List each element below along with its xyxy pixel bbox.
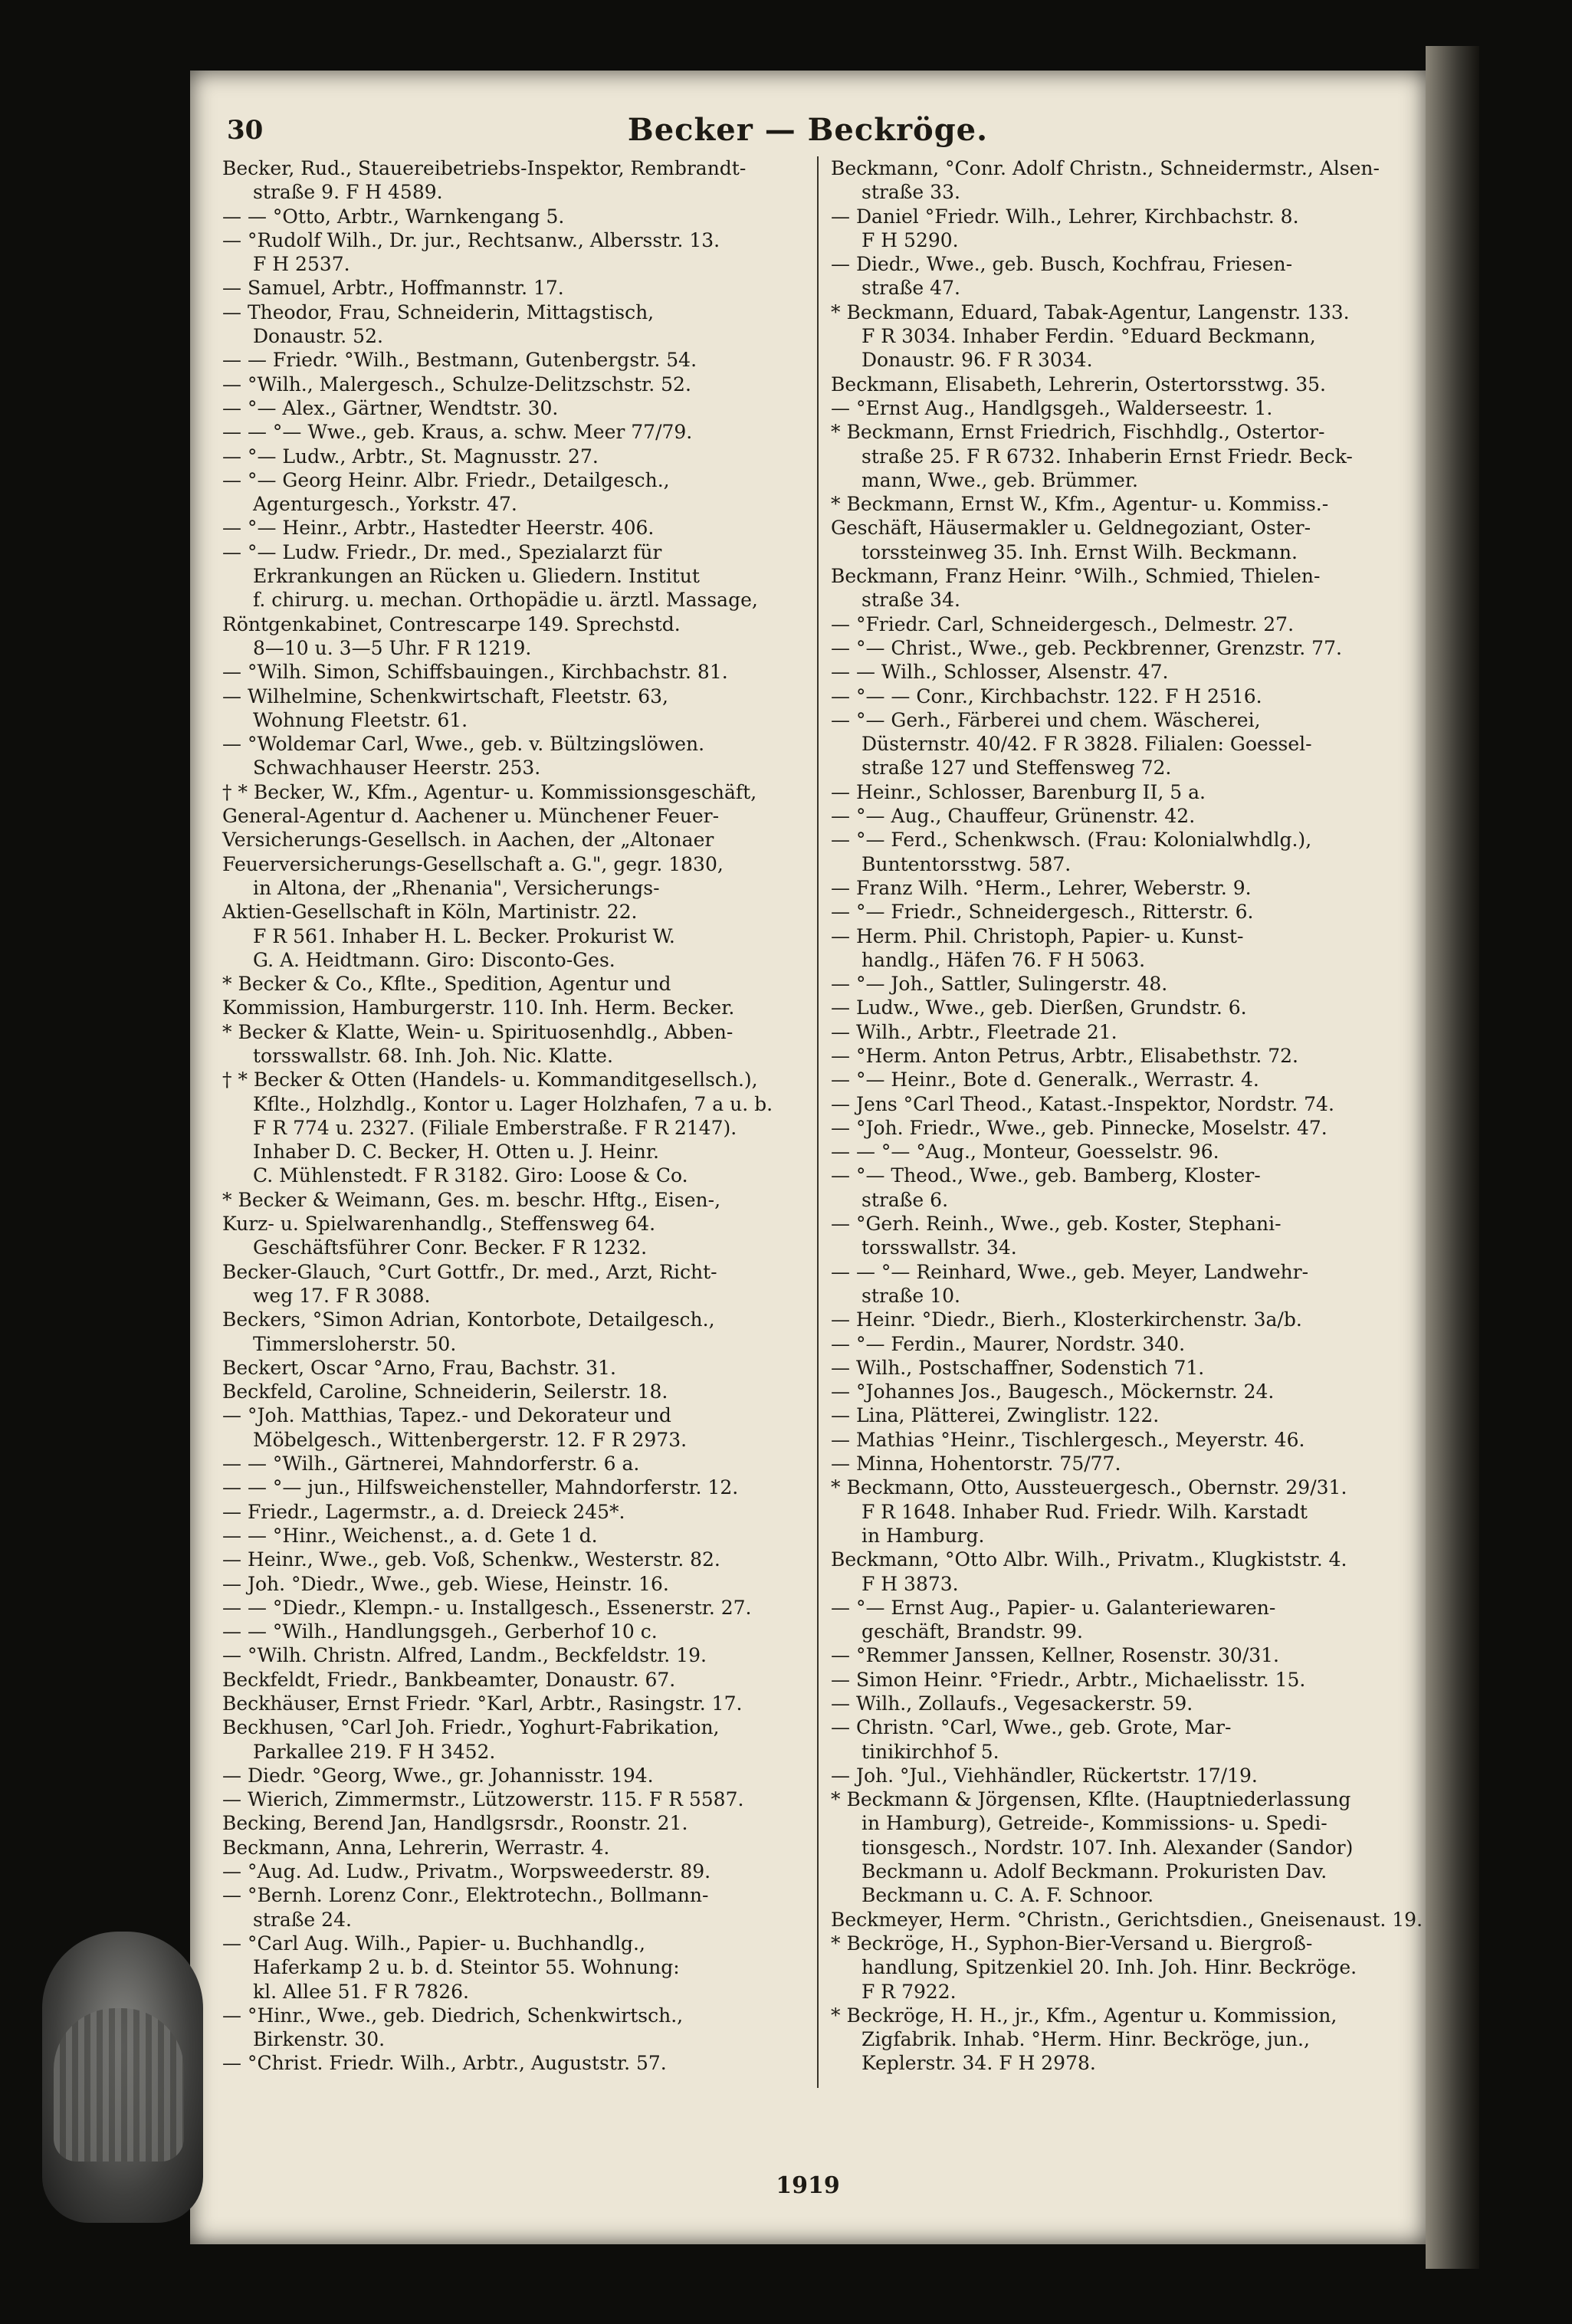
- directory-entry-line: Parkallee 219. F H 3452.: [253, 1740, 496, 1763]
- directory-entry-line: — °Aug. Ad. Ludw., Privatm., Worpsweederstr. 89.: [222, 1860, 711, 1883]
- directory-entry-line: Düsternstr. 40/42. F R 3828. Filialen: Goessel-: [861, 733, 1312, 756]
- book-spine-shadow: [1426, 46, 1479, 2269]
- directory-entry-line: tionsgesch., Nordstr. 107. Inh. Alexander (Sandor): [861, 1836, 1354, 1859]
- directory-entry-line: Versicherungs-Gesellsch. in Aachen, der „Altonaer: [222, 829, 714, 852]
- page-header: [218, 109, 1398, 155]
- right-column: [826, 156, 1426, 2149]
- directory-entry-line: F H 3873.: [861, 1572, 959, 1595]
- directory-entry-line: Beckfeldt, Friedr., Bankbeamter, Donaustr. 67.: [222, 1668, 676, 1691]
- directory-entry-line: — °— Heinr., Bote d. Generalk., Werrastr. 4.: [831, 1068, 1259, 1091]
- directory-entry-line: Beckhusen, °Carl Joh. Friedr., Yoghurt-Fabrikation,: [222, 1716, 720, 1739]
- directory-entry-line: — Friedr., Lagermstr., a. d. Dreieck 245*.: [222, 1500, 625, 1523]
- directory-entry-line: torsswallstr. 68. Inh. Joh. Nic. Klatte.: [253, 1044, 613, 1067]
- directory-entry-line: — Wilh., Postschaffner, Sodenstich 71.: [831, 1356, 1205, 1379]
- directory-entry-line: — °Joh. Matthias, Tapez.- und Dekorateur und: [222, 1404, 671, 1427]
- directory-entry-line: Beckmann u. C. A. F. Schnoor.: [861, 1884, 1154, 1907]
- directory-entry-line: G. A. Heidtmann. Giro: Disconto-Ges.: [253, 948, 615, 971]
- directory-entry-line: Geschäft, Häusermakler u. Geldnegoziant, Oster-: [831, 517, 1311, 540]
- directory-entry-line: — Diedr., Wwe., geb. Busch, Kochfrau, Friesen-: [831, 253, 1293, 276]
- left-column: [218, 156, 817, 2149]
- directory-entry-line: — Samuel, Arbtr., Hoffmannstr. 17.: [222, 277, 564, 300]
- directory-entry-line: F R 3034. Inhaber Ferdin. °Eduard Beckmann,: [861, 325, 1316, 348]
- directory-entry-line: Wohnung Fleetstr. 61.: [253, 708, 468, 731]
- directory-entry-line: — °— Gerh., Färberei und chem. Wäscherei,: [831, 708, 1261, 731]
- directory-entry-line: * Beckmann, Ernst Friedrich, Fischhdlg., Ostertor-: [831, 421, 1325, 444]
- directory-entry-line: — °Woldemar Carl, Wwe., geb. v. Bültzingslöwen.: [222, 733, 705, 756]
- directory-entry-line: — Joh. °Jul., Viehhändler, Rückertstr. 17/19.: [831, 1764, 1258, 1787]
- directory-entry-line: — °Ernst Aug., Handlgsgeh., Walderseestr. 1.: [831, 396, 1273, 419]
- directory-entry-line: * Becker & Klatte, Wein- u. Spirituosenhdlg., Abben-: [222, 1020, 733, 1043]
- directory-entry-line: — — °— jun., Hilfsweichensteller, Mahndorferstr. 12.: [222, 1476, 739, 1499]
- directory-entry-line: Zigfabrik. Inhab. °Herm. Hinr. Beckröge, jun.,: [861, 2028, 1310, 2051]
- running-head: Becker — Beckröge.: [627, 112, 989, 148]
- directory-entry-line: Aktien-Gesellschaft in Köln, Martinistr. 22.: [222, 901, 638, 924]
- directory-entry-line: — Daniel °Friedr. Wilh., Lehrer, Kirchbachstr. 8.: [831, 205, 1299, 228]
- directory-entry-line: straße 9. F H 4589.: [253, 181, 443, 204]
- directory-entry-line: — Heinr., Wwe., geb. Voß, Schenkw., Westerstr. 82.: [222, 1548, 720, 1571]
- directory-entry-line: — — °Otto, Arbtr., Warnkengang 5.: [222, 205, 565, 228]
- directory-entry-line: * Beckmann, Eduard, Tabak-Agentur, Langenstr. 133.: [831, 300, 1350, 323]
- directory-entry-line: straße 24.: [253, 1908, 352, 1931]
- directory-entry-line: — Lina, Plätterei, Zwinglistr. 122.: [831, 1404, 1160, 1427]
- directory-entry-line: Inhaber D. C. Becker, H. Otten u. J. Heinr.: [253, 1141, 660, 1164]
- directory-entry-line: F R 561. Inhaber H. L. Becker. Prokurist W.: [253, 924, 675, 947]
- directory-entry-line: † * Becker & Otten (Handels- u. Kommanditgesellsch.),: [222, 1068, 758, 1091]
- directory-entry-line: — °— Theod., Wwe., geb. Bamberg, Kloster-: [831, 1164, 1261, 1187]
- directory-entry-line: — °Carl Aug. Wilh., Papier- u. Buchhandlg.,: [222, 1932, 645, 1955]
- directory-entry-line: — °— Alex., Gärtner, Wendtstr. 30.: [222, 396, 559, 419]
- directory-entry-line: handlung, Spitzenkiel 20. Inh. Joh. Hinr. Beckröge.: [861, 1956, 1357, 1979]
- directory-entry-line: — Wierich, Zimmermstr., Lützowerstr. 115. F R 5587.: [222, 1788, 744, 1811]
- directory-entry-line: Timmersloherstr. 50.: [253, 1332, 457, 1355]
- directory-entry-line: Kommission, Hamburgerstr. 110. Inh. Herm. Becker.: [222, 996, 735, 1019]
- directory-entry-line: Schwachhauser Heerstr. 253.: [253, 757, 541, 780]
- directory-entry-line: * Beckröge, H., Syphon-Bier-Versand u. Biergroß-: [831, 1932, 1313, 1955]
- directory-entry-line: Beckmeyer, Herm. °Christn., Gerichtsdien., Gneisenaust. 19.: [831, 1908, 1423, 1931]
- directory-entry-line: tinikirchhof 5.: [861, 1740, 999, 1763]
- directory-entry-line: Haferkamp 2 u. b. d. Steintor 55. Wohnung:: [253, 1956, 680, 1979]
- directory-entry-line: — Heinr., Schlosser, Barenburg II, 5 a.: [831, 780, 1206, 803]
- directory-entry-line: — °— Georg Heinr. Albr. Friedr., Detailgesch.,: [222, 468, 670, 491]
- directory-entry-line: — — Friedr. °Wilh., Bestmann, Gutenbergstr. 54.: [222, 349, 697, 372]
- directory-entry-line: — °— Christ., Wwe., geb. Peckbrenner, Grenzstr. 77.: [831, 636, 1342, 659]
- directory-entry-line: Beckmann, Anna, Lehrerin, Werrastr. 4.: [222, 1836, 610, 1859]
- directory-entry-line: — — °Wilh., Gärtnerei, Mahndorferstr. 6 a.: [222, 1452, 640, 1475]
- directory-entry-line: mann, Wwe., geb. Brümmer.: [861, 468, 1138, 491]
- directory-entry-line: — °Wilh. Simon, Schiffsbauingen., Kirchbachstr. 81.: [222, 661, 728, 684]
- directory-entry-line: General-Agentur d. Aachener u. Münchener Feuer-: [222, 805, 720, 828]
- directory-entry-line: Möbelgesch., Wittenbergerstr. 12. F R 2973.: [253, 1428, 688, 1451]
- directory-entry-line: Donaustr. 96. F R 3034.: [861, 349, 1093, 372]
- directory-entry-line: — — °Diedr., Klempn.- u. Installgesch., Essenerstr. 27.: [222, 1596, 752, 1619]
- directory-entry-line: Kflte., Holzhdlg., Kontor u. Lager Holzhafen, 7 a u. b.: [253, 1092, 773, 1115]
- directory-entry-line: — °— Aug., Chauffeur, Grünenstr. 42.: [831, 805, 1196, 828]
- directory-entry-line: * Beckmann & Jörgensen, Kflte. (Hauptniederlassung: [831, 1788, 1351, 1811]
- directory-entry-line: Beckers, °Simon Adrian, Kontorbote, Detailgesch.,: [222, 1308, 715, 1331]
- directory-entry-line: — °— — Conr., Kirchbachstr. 122. F H 2516.: [831, 684, 1262, 707]
- directory-entry-line: — Wilh., Arbtr., Fleetrade 21.: [831, 1020, 1117, 1043]
- directory-entry-line: — °Friedr. Carl, Schneidergesch., Delmestr. 27.: [831, 612, 1295, 635]
- directory-entry-line: * Beckmann, Otto, Aussteuergesch., Obernstr. 29/31.: [831, 1476, 1347, 1499]
- directory-entry-line: straße 127 und Steffensweg 72.: [861, 757, 1172, 780]
- directory-entry-line: — °Wilh. Christn. Alfred, Landm., Beckfeldstr. 19.: [222, 1644, 707, 1667]
- directory-entry-line: — °Bernh. Lorenz Conr., Elektrotechn., Bollmann-: [222, 1884, 709, 1907]
- directory-entry-line: — Minna, Hohentorstr. 75/77.: [831, 1452, 1121, 1475]
- directory-entry-line: in Hamburg), Getreide-, Kommissions- u. Spedi-: [861, 1812, 1328, 1835]
- directory-entry-line: — °— Ludw. Friedr., Dr. med., Spezialarzt für: [222, 540, 662, 563]
- directory-entry-line: Beckmann, °Conr. Adolf Christn., Schneidermstr., Alsen-: [831, 157, 1380, 179]
- directory-entry-line: Keplerstr. 34. F H 2978.: [861, 2052, 1096, 2075]
- directory-entry-line: — °Wilh., Malergesch., Schulze-Delitzschstr. 52.: [222, 373, 691, 396]
- directory-entry-line: — Theodor, Frau, Schneiderin, Mittagstisch,: [222, 300, 655, 323]
- directory-entry-line: — — °— Wwe., geb. Kraus, a. schw. Meer 77/79.: [222, 421, 693, 444]
- directory-entry-line: — Wilhelmine, Schenkwirtschaft, Fleetstr. 63,: [222, 684, 668, 707]
- directory-entry-line: — Ludw., Wwe., geb. Dierßen, Grundstr. 6.: [831, 996, 1247, 1019]
- directory-entry-line: — °Herm. Anton Petrus, Arbtr., Elisabethstr. 72.: [831, 1044, 1298, 1067]
- directory-entry-line: — °Remmer Janssen, Kellner, Rosenstr. 30/31.: [831, 1644, 1279, 1667]
- column-divider: [817, 156, 819, 2088]
- directory-entry-line: Beckmann, Franz Heinr. °Wilh., Schmied, Thielen-: [831, 565, 1321, 588]
- directory-entry-line: F H 2537.: [253, 253, 350, 276]
- directory-entry-line: Beckert, Oscar °Arno, Frau, Bachstr. 31.: [222, 1356, 616, 1379]
- directory-entry-line: — Jens °Carl Theod., Katast.-Inspektor, Nordstr. 74.: [831, 1092, 1334, 1115]
- directory-entry-line: Beckhäuser, Ernst Friedr. °Karl, Arbtr., Rasingstr. 17.: [222, 1692, 743, 1715]
- directory-entry-line: Donaustr. 52.: [253, 325, 383, 348]
- directory-entry-line: 8—10 u. 3—5 Uhr. F R 1219.: [253, 636, 532, 659]
- directory-entry-line: kl. Allee 51. F R 7826.: [253, 1980, 469, 2003]
- directory-entry-line: straße 10.: [861, 1284, 960, 1307]
- directory-entry-line: F R 1648. Inhaber Rud. Friedr. Wilh. Karstadt: [861, 1500, 1308, 1523]
- directory-entry-line: — Joh. °Diedr., Wwe., geb. Wiese, Heinstr. 16.: [222, 1572, 669, 1595]
- directory-entry-line: Birkenstr. 30.: [253, 2028, 386, 2051]
- directory-entry-line: straße 34.: [861, 589, 960, 612]
- directory-entry-line: Kurz- u. Spielwarenhandlg., Steffensweg 64.: [222, 1213, 656, 1236]
- directory-entry-line: f. chirurg. u. mechan. Orthopädie u. ärztl. Massage,: [253, 589, 758, 612]
- directory-entry-line: — °— Ferdin., Maurer, Nordstr. 340.: [831, 1332, 1186, 1355]
- directory-entry-line: — — °Wilh., Handlungsgeh., Gerberhof 10 c.: [222, 1620, 658, 1643]
- directory-entry-line: geschäft, Brandstr. 99.: [861, 1620, 1083, 1643]
- directory-entry-line: — Heinr. °Diedr., Bierh., Klosterkirchenstr. 3a/b.: [831, 1308, 1302, 1331]
- directory-entry-line: — °— Friedr., Schneidergesch., Ritterstr. 6.: [831, 901, 1254, 924]
- directory-entry-line: Erkrankungen an Rücken u. Gliedern. Institut: [253, 565, 700, 588]
- directory-entry-line: Agenturgesch., Yorkstr. 47.: [253, 493, 517, 516]
- directory-entry-line: * Beckröge, H. H., jr., Kfm., Agentur u. Kommission,: [831, 2004, 1337, 2027]
- directory-entry-line: — Simon Heinr. °Friedr., Arbtr., Michaelisstr. 15.: [831, 1668, 1306, 1691]
- directory-entry-line: straße 33.: [861, 181, 960, 204]
- directory-entry-line: Buntentorsstwg. 587.: [861, 852, 1072, 875]
- directory-entry-line: straße 47.: [861, 277, 960, 300]
- directory-entry-line: — — Wilh., Schlosser, Alsenstr. 47.: [831, 661, 1169, 684]
- directory-entry-line: — Wilh., Zollaufs., Vegesackerstr. 59.: [831, 1692, 1193, 1715]
- directory-entry-line: straße 25. F R 6732. Inhaberin Ernst Friedr. Beck-: [861, 445, 1353, 468]
- directory-entry-line: — °Gerh. Reinh., Wwe., geb. Koster, Stephani-: [831, 1213, 1282, 1236]
- directory-entry-line: torsswallstr. 34.: [861, 1236, 1017, 1259]
- directory-entry-line: straße 6.: [861, 1188, 949, 1211]
- directory-entry-line: — °— Ferd., Schenkwsch. (Frau: Kolonialwhdlg.),: [831, 829, 1312, 852]
- directory-entry-line: — °Joh. Friedr., Wwe., geb. Pinnecke, Moselstr. 47.: [831, 1116, 1328, 1139]
- directory-entry-line: in Altona, der „Rhenania", Versicherungs-: [253, 876, 660, 899]
- directory-entry-line: — — °— Reinhard, Wwe., geb. Meyer, Landwehr-: [831, 1260, 1309, 1283]
- directory-entry-line: — °— Ernst Aug., Papier- u. Galanteriewaren-: [831, 1596, 1276, 1619]
- directory-entry-line: — Franz Wilh. °Herm., Lehrer, Weberstr. 9.: [831, 876, 1252, 899]
- directory-entry-line: — — °— °Aug., Monteur, Goesselstr. 96.: [831, 1141, 1219, 1164]
- page-number: 30: [227, 115, 264, 146]
- directory-entry-line: weg 17. F R 3088.: [253, 1284, 431, 1307]
- directory-entry-line: † * Becker, W., Kfm., Agentur- u. Kommissionsgeschäft,: [222, 780, 757, 803]
- directory-entry-line: — Mathias °Heinr., Tischlergesch., Meyerstr. 46.: [831, 1428, 1305, 1451]
- directory-entry-line: * Becker & Weimann, Ges. m. beschr. Hftg., Eisen-,: [222, 1188, 721, 1211]
- directory-entry-line: F H 5290.: [861, 228, 959, 251]
- directory-page: [190, 71, 1426, 2244]
- directory-entry-line: — Christn. °Carl, Wwe., geb. Grote, Mar-: [831, 1716, 1232, 1739]
- directory-entry-line: Beckfeld, Caroline, Schneiderin, Seilerstr. 18.: [222, 1380, 668, 1403]
- directory-entry-line: — Herm. Phil. Christoph, Papier- u. Kunst-: [831, 924, 1244, 947]
- directory-entry-line: * Beckmann, Ernst W., Kfm., Agentur- u. Kommiss.-: [831, 493, 1329, 516]
- directory-entry-line: * Becker & Co., Kflte., Spedition, Agentur und: [222, 973, 671, 996]
- directory-entry-line: torssteinweg 35. Inh. Ernst Wilh. Beckmann.: [861, 540, 1298, 563]
- thumbnail-texture: [54, 2008, 184, 2162]
- directory-entry-line: handlg., Häfen 76. F H 5063.: [861, 948, 1146, 971]
- directory-entry-line: — °— Joh., Sattler, Sulingerstr. 48.: [831, 973, 1168, 996]
- directory-entry-line: in Hamburg.: [861, 1524, 985, 1547]
- directory-entry-line: Beckmann, °Otto Albr. Wilh., Privatm., Klugkiststr. 4.: [831, 1548, 1347, 1571]
- directory-entry-line: — °Christ. Friedr. Wilh., Arbtr., Auguststr. 57.: [222, 2052, 667, 2075]
- directory-entry-line: Röntgenkabinet, Contrescarpe 149. Sprechstd.: [222, 612, 681, 635]
- directory-entry-line: — °Rudolf Wilh., Dr. jur., Rechtsanw., Albersstr. 13.: [222, 228, 720, 251]
- directory-entry-line: — — °Hinr., Weichenst., a. d. Gete 1 d.: [222, 1524, 598, 1547]
- directory-entry-line: Feuerversicherungs-Gesellschaft a. G.", gegr. 1830,: [222, 852, 724, 875]
- directory-entry-line: — Diedr. °Georg, Wwe., gr. Johannisstr. 194.: [222, 1764, 654, 1787]
- directory-entry-line: Becking, Berend Jan, Handlgsrsdr., Roonstr. 21.: [222, 1812, 688, 1835]
- directory-entry-line: — °Johannes Jos., Baugesch., Möckernstr. 24.: [831, 1380, 1275, 1403]
- directory-entry-line: Becker-Glauch, °Curt Gottfr., Dr. med., Arzt, Richt-: [222, 1260, 717, 1283]
- directory-entry-line: Geschäftsführer Conr. Becker. F R 1232.: [253, 1236, 648, 1259]
- directory-entry-line: — °— Ludw., Arbtr., St. Magnusstr. 27.: [222, 445, 599, 468]
- directory-entry-line: Beckmann u. Adolf Beckmann. Prokuristen Dav.: [861, 1860, 1328, 1883]
- page-footer-year: 1919: [776, 2172, 840, 2199]
- directory-entry-line: Becker, Rud., Stauereibetriebs-Inspektor, Rembrandt-: [222, 157, 747, 179]
- directory-entry-line: F R 774 u. 2327. (Filiale Emberstraße. F R 2147).: [253, 1116, 737, 1139]
- directory-entry-line: F R 7922.: [861, 1980, 957, 2003]
- directory-entry-line: — °Hinr., Wwe., geb. Diedrich, Schenkwirtsch.,: [222, 2004, 684, 2027]
- directory-entry-line: C. Mühlenstedt. F R 3182. Giro: Loose & Co.: [253, 1164, 688, 1187]
- directory-entry-line: — °— Heinr., Arbtr., Hastedter Heerstr. 406.: [222, 517, 655, 540]
- directory-entry-line: Beckmann, Elisabeth, Lehrerin, Ostertorsstwg. 35.: [831, 373, 1326, 396]
